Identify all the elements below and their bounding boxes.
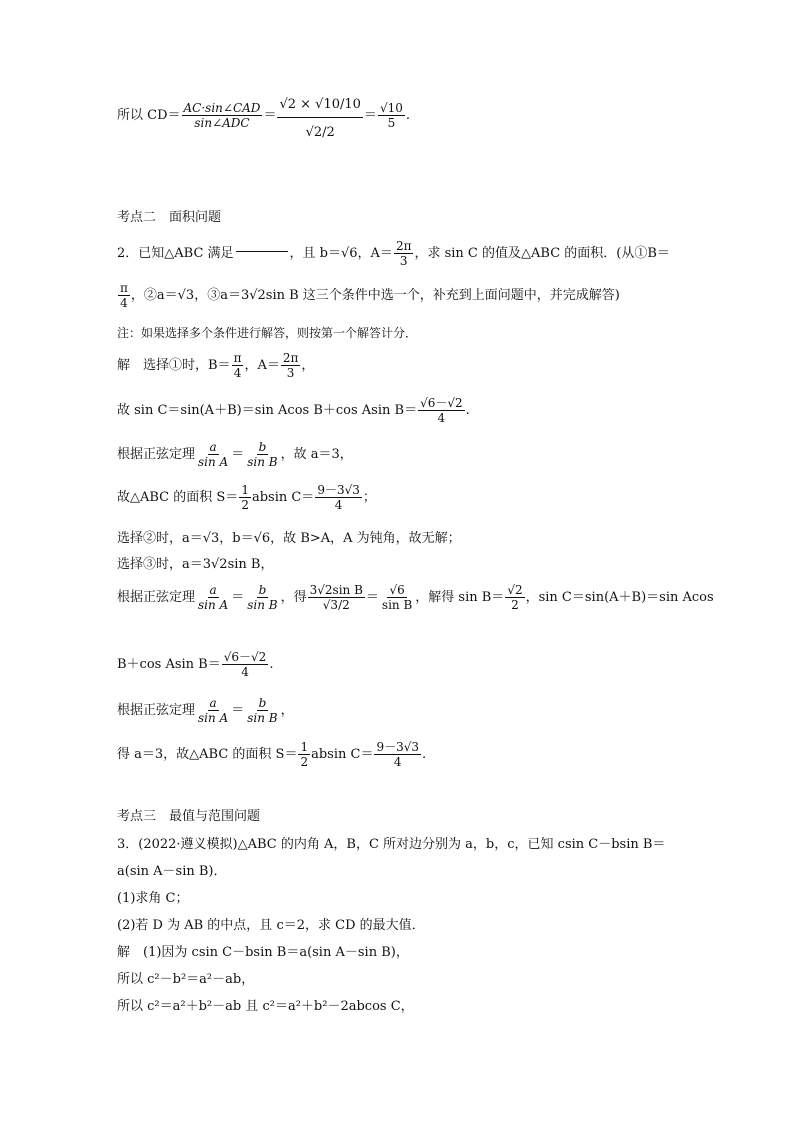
fraction: $\frac{\pi}{4}$ (120, 281, 128, 310)
problem-2-line-1: 2．已知△ABC 满足 ，且 b＝√6，A＝ $\frac{2\pi}{3}$ ，求 sin C 的值及△ABC 的面积．(从①B＝ (117, 239, 670, 268)
solution-line-1: 解 选择①时，B＝ $\frac{\pi}{4}$ ，A＝ $\frac{2\pi}{3}$ ， (117, 351, 315, 380)
cd-fraction-3: $\frac{√10}{5}$ (379, 101, 403, 130)
fraction: $\frac{√6-√2}{4}$ (420, 396, 463, 425)
fraction: $\frac{b}{\text{sin B}}$ (247, 440, 278, 469)
cd-fraction-1: $\frac{\text{AC·sin∠CAD}}{\text{sin∠ADC}}$ (183, 101, 261, 130)
solution-line-8: B＋cos Asin B＝ $\frac{√6-√2}{4}$ . (117, 650, 274, 679)
fraction: $\frac{1}{2}$ (300, 740, 309, 769)
note-line: 注：如果选择多个条件进行解答，则按第一个解答计分． (117, 326, 418, 340)
fraction: $\frac{√6-√2}{4}$ (223, 650, 267, 679)
fraction: $\frac{√6}{\text{sin B}}$ (381, 583, 413, 612)
fraction: $\frac{\text{3√2sin B}}{√3/2}$ (309, 583, 363, 612)
solution-3-line-3: 所以 c²＝a²＋b²－ab 且 c²＝a²＋b²－2abcos C， (117, 999, 414, 1014)
problem-3-line-1: 3．(2022·遵义模拟)△ABC 的内角 A，B，C 所对边分别为 a，b，c，已知 csin C－bsin B＝ (117, 837, 666, 852)
solution-3-line-2: 所以 c²－b²＝a²－ab， (117, 972, 255, 987)
solution-line-9: 根据正弦定理 $\frac{a}{\text{sin A}}$ ＝ $\frac{b}{\text{sin B}}$ ， (117, 696, 294, 725)
solution-line-10: 得 a＝3，故△ABC 的面积 S＝ $\frac{1}{2}$ absin C＝ $\frac{9-3√3}{4}$ . (117, 740, 427, 769)
solution-3-line-1: 解 (1)因为 csin C－bsin B＝a(sin A－sin B)， (117, 945, 409, 960)
problem-3-part-1: (1)求角 C； (117, 891, 189, 906)
fraction: $\frac{2\pi}{3}$ (395, 239, 412, 268)
fraction: $\frac{√2}{2}$ (507, 583, 523, 612)
section-heading-3: 考点三 最值与范围问题 (117, 809, 261, 824)
solution-line-4: 故△ABC 的面积 S＝ $\frac{1}{2}$ absin C＝ $\frac{9-3√3}{4}$ ； (117, 483, 376, 512)
section-heading-2: 考点二 面积问题 (117, 210, 222, 225)
problem-3-part-2: (2)若 D 为 AB 的中点，且 c＝2，求 CD 的最大值． (117, 918, 425, 933)
fraction: $\frac{a}{\text{sin A}}$ (198, 440, 229, 469)
fraction: $\frac{9-3√3}{4}$ (317, 483, 360, 512)
fraction: $\frac{1}{2}$ (241, 483, 249, 512)
fraction: $\frac{2\pi}{3}$ (282, 351, 299, 380)
problem-2-line-2: $\frac{\pi}{4}$ ，②a＝√3，③a＝3√2sin B 这三个条件中选一个，补充到上面问题中，并完成解答) (120, 281, 620, 310)
fraction: $\frac{9-3√3}{4}$ (376, 740, 420, 769)
solution-line-5: 选择②时，a＝√3，b＝√6，故 B>A，A 为钝角，故无解； (117, 531, 461, 546)
problem-3-line-2: a(sin A－sin B)． (117, 864, 227, 879)
fraction: $\frac{a}{\text{sin A}}$ (198, 696, 229, 725)
solution-line-6: 选择③时，a＝3√2sin B， (117, 557, 274, 572)
fraction: $\frac{b}{\text{sin B}}$ (247, 583, 278, 612)
solution-line-2: 故 sin C＝sin(A＋B)＝sin Acos B＋cos Asin B＝ $\frac{√6-√2}{4}$ . (117, 396, 470, 425)
cd-prefix: 所以 CD＝ (117, 108, 181, 123)
fraction: $\frac{a}{\text{sin A}}$ (198, 583, 229, 612)
fill-blank (236, 251, 288, 252)
solution-line-7: 根据正弦定理 $\frac{a}{\text{sin A}}$ ＝ $\frac{b}{\text{sin B}}$ ，得 $\frac{\text{3√2sin B}}{√3/2}$ ＝ $\frac{√6}{\text{sin B}}$ ，解得 sin B＝ $\frac{√2}{2}$ ，sin C＝sin(A＋B)＝sin Acos (117, 583, 714, 612)
solution-line-3: 根据正弦定理 $\frac{a}{\text{sin A}}$ ＝ $\frac{b}{\text{sin B}}$ ，故 a＝3， (117, 440, 353, 469)
fraction: $\frac{\pi}{4}$ (233, 351, 242, 380)
cd-fraction-2: $\frac{√2 \times √10/10}{√2/2}$ (277, 92, 362, 139)
fraction: $\frac{b}{\text{sin B}}$ (247, 696, 278, 725)
cd-formula-line: 所以 CD＝ $\frac{\text{AC·sin∠CAD}}{\text{sin∠ADC}}$ ＝ $\frac{√2 \times √10/10}{√2/2}$ ＝ $\frac{√10}{5}$ . (117, 92, 410, 139)
